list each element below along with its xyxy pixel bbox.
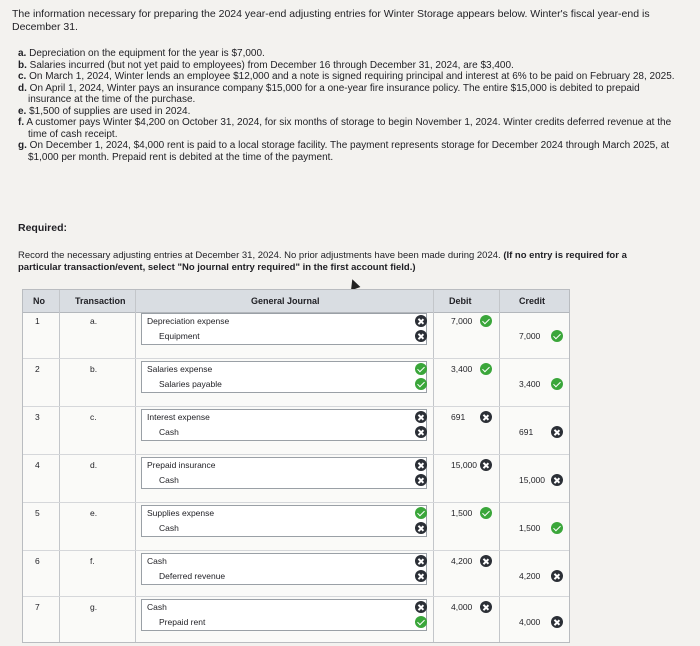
item-letter: c. [18,71,27,82]
debit-account-field[interactable]: Salaries expense [147,364,213,374]
incorrect-x-icon [415,330,427,342]
debit-account-field[interactable]: Cash [147,556,167,566]
row-number: 6 [35,556,40,566]
credit-account-field[interactable]: Cash [159,475,179,485]
correct-check-icon [480,363,492,375]
credit-amount-field[interactable]: 4,000 [519,617,541,627]
correct-check-icon [480,315,492,327]
item-letter: b. [18,59,27,71]
row-number: 7 [35,602,40,612]
row-number: 1 [35,316,40,326]
item-letter: g. [18,140,27,151]
transaction-letter: d. [90,460,98,470]
table-header [23,290,569,313]
credit-account-field[interactable]: Cash [159,427,179,437]
required-instructions: Record the necessary adjusting entries at December 31, 2024. No prior adjustments have been made during 2024. (If no entry is required for a particular transaction/event, select "No journal entry required" in the first account field.) [18,250,627,273]
required-title: Required: [18,222,68,234]
correct-check-icon [415,363,427,375]
credit-account-field[interactable]: Equipment [159,331,200,341]
row-number: 5 [35,508,40,518]
transaction-letter: b. [90,364,98,374]
correct-check-icon [551,378,563,390]
item-letter: e. [18,105,27,117]
debit-amount-field[interactable]: 7,000 [451,316,473,326]
transaction-item [18,106,678,118]
credit-amount-field[interactable]: 7,000 [519,331,541,341]
incorrect-x-icon [551,474,563,486]
header-general-journal: General Journal [251,296,320,306]
transaction-letter: a. [90,316,98,326]
correct-check-icon [415,616,427,628]
incorrect-x-icon [415,555,427,567]
transaction-letter: f. [90,556,95,566]
credit-amount-field[interactable]: 4,200 [519,571,541,581]
transaction-letter: c. [90,412,97,422]
credit-amount-field[interactable]: 15,000 [519,475,545,485]
debit-amount-field[interactable]: 15,000 [451,460,477,470]
incorrect-x-icon [415,315,427,327]
item-letter: f. [18,117,25,128]
debit-amount-field[interactable]: 4,200 [451,556,473,566]
row-number: 3 [35,412,40,422]
item-letter: a. [18,48,27,59]
correct-check-icon [480,507,492,519]
credit-account-field[interactable]: Prepaid rent [159,617,206,627]
debit-amount-field[interactable]: 1,500 [451,508,473,518]
incorrect-x-icon [415,411,427,423]
credit-amount-field[interactable]: 691 [519,427,534,437]
transaction-item [18,140,678,163]
row-number: 4 [35,460,40,470]
credit-account-field[interactable]: Cash [159,523,179,533]
incorrect-x-icon [415,570,427,582]
debit-account-field[interactable]: Cash [147,602,167,612]
credit-account-field[interactable]: Deferred revenue [159,571,226,581]
credit-amount-field[interactable]: 1,500 [519,523,541,533]
header-credit: Credit [519,296,546,306]
item-text: $1,500 of supplies are used in 2024. [29,105,191,117]
debit-account-field[interactable]: Interest expense [147,412,210,422]
item-text: On April 1, 2024, Winter pays an insurance company $15,000 for a one-year fire insurance policy. The entire $15,000 is debited to prepaid insurance at the time of the purchase. [28,82,640,105]
intro-text: The information necessary for preparing the 2024 year-end adjusting entries for Winter Storage appears below. Winter's fiscal year-end is December 31. [12,8,650,33]
incorrect-x-icon [480,411,492,423]
debit-account-field[interactable]: Supplies expense [147,508,215,518]
correct-check-icon [551,522,563,534]
debit-amount-field[interactable]: 4,000 [451,602,473,612]
item-text: A customer pays Winter $4,200 on October 31, 2024, for six months of storage to begin November 1, 2024. Winter credits deferred revenue at the time of cash receipt. [26,117,672,140]
transaction-letter: e. [90,508,98,518]
credit-account-field[interactable]: Salaries payable [159,379,222,389]
debit-account-field[interactable]: Depreciation expense [147,316,230,326]
incorrect-x-icon [551,426,563,438]
transaction-list [18,48,678,163]
transaction-item [18,83,678,106]
item-text: On March 1, 2024, Winter lends an employee $12,000 and a note is signed requiring principal and interest at 6% to be paid on February 28, 2025. [29,71,675,82]
correct-check-icon [415,507,427,519]
incorrect-x-icon [415,426,427,438]
transaction-item [18,71,678,83]
incorrect-x-icon [480,601,492,613]
journal-entry-table [22,289,570,643]
incorrect-x-icon [551,570,563,582]
item-text: On December 1, 2024, $4,000 rent is paid to a local storage facility. The payment represents storage for December 2024 through March 2025, at $1,000 per month. Prepaid rent is debited at the time of the payment. [28,140,670,163]
credit-amount-field[interactable]: 3,400 [519,379,541,389]
header-no: No [33,296,45,306]
row-number: 2 [35,364,40,374]
debit-account-field[interactable]: Prepaid insurance [147,460,216,470]
transaction-item [18,60,678,72]
incorrect-x-icon [551,616,563,628]
correct-check-icon [551,330,563,342]
incorrect-x-icon [415,522,427,534]
correct-check-icon [415,378,427,390]
header-transaction: Transaction [75,296,126,306]
incorrect-x-icon [415,601,427,613]
item-text: Depreciation on the equipment for the year is $7,000. [29,48,265,59]
debit-amount-field[interactable]: 691 [451,412,466,422]
transaction-item [18,48,678,60]
incorrect-x-icon [415,474,427,486]
transaction-item [18,117,678,140]
incorrect-x-icon [480,555,492,567]
item-letter: d. [18,82,27,94]
transaction-letter: g. [90,602,98,612]
debit-amount-field[interactable]: 3,400 [451,364,473,374]
incorrect-x-icon [480,459,492,471]
header-debit: Debit [449,296,472,306]
item-text: Salaries incurred (but not yet paid to employees) from December 16 through December 31, 2024, are $3,400. [29,59,514,71]
incorrect-x-icon [415,459,427,471]
